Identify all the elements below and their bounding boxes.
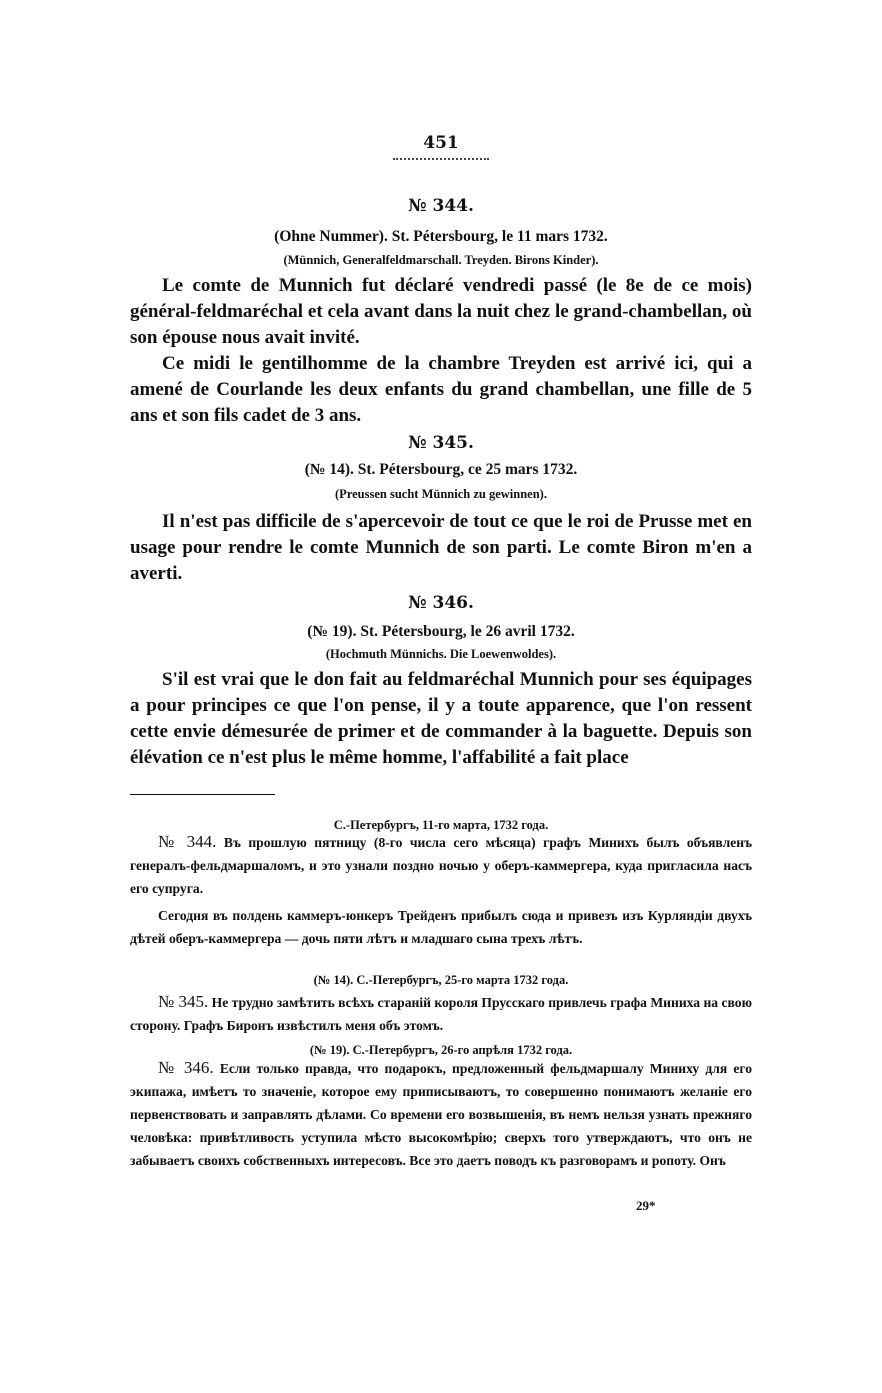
footnote-rule [130,794,275,795]
entry-346-paragraph-1: S'il est vrai que le don fait au feldmaréchal Munnich pour ses équipages a pour principes ce que l'on pense, il y a toute apparence, que l'on ressent cette envie démesurée de primer et de commander à la baguette. Depuis son élévation ce n'est plus le même homme, l'affabilité a fait place [130,669,752,768]
signature-mark: 29* [636,1198,656,1213]
entry-346-summary: (Hochmuth Münnichs. Die Loewenwoldes). [325,647,557,661]
footnote-345-number: № 345. [158,992,209,1011]
entry-344-number: № 344. [408,196,474,216]
footnote-344-text: Въ прошлую пятницу (8-го числа сего мѣсяца) графъ Минихъ былъ объявленъ генералъ-фельдмаршаломъ, и это узнали поздно ночью у оберъ-каммергера, куда пригласила насъ его супруга. [130,835,752,896]
entry-345-summary: (Preussen sucht Münnich zu gewinnen). [335,487,547,501]
footnote-344-paragraph-2: Сегодня въ полдень каммеръ-юнкеръ Трейденъ прибылъ сюда и привезъ изъ Курляндіи двухъ дѣтей оберъ-каммергера — дочь пяти лѣтъ и младшаго сына трехъ лѣтъ. [130,908,752,946]
footnote-344-heading: С.-Петербургъ, 11-го марта, 1732 года. [333,818,549,832]
footnote-346-heading: (№ 19). С.-Петербургъ, 26-го апрѣля 1732 года. [309,1043,573,1057]
footnote-344-number: № 344. [158,832,217,851]
entry-346-number: № 346. [408,593,474,613]
footnote-344-paragraph-1 [130,830,752,900]
footnote-345-text: Не трудно замѣтить всѣхъ стараній короля Прусскаго привлечь графа Миниха на свою сторону. Графъ Биронъ извѣстилъ меня объ этомъ. [130,995,752,1033]
entry-344-paragraph-2: Ce midi le gentilhomme de la chambre Treyden est arrivé ici, qui a amené de Courlande les deux enfants du grand chambellan, une fille de 5 ans et son fils cadet de 3 ans. [130,353,752,426]
footnote-346-paragraph [130,1056,752,1172]
footnote-346-text: Если только правда, что подарокъ, предложенный фельдмаршалу Миниху для его экипажа, имѣетъ то значеніе, которое ему приписываютъ, то совершенно понимаютъ желаніе его первенствовать и заправлять дѣлами. Со времени его возвышенія, въ немъ нельзя узнать прежняго человѣка: привѣтливость уступила мѣсто высокомѣрію; сверхъ того утверждаютъ, что онъ не забываетъ своихъ собственныхъ интересовъ. Все это даетъ поводъ къ разговорамъ и ропоту. Онъ [130,1061,752,1168]
page-number-rule [393,158,489,161]
page-number: 451 [423,133,459,153]
entry-344-paragraph-1: Le comte de Munnich fut déclaré vendredi passé (le 8e de ce mois) général-feldmaréchal et cela avant dans la nuit chez le grand-chambellan, où son épouse nous avait invité. [130,275,752,348]
footnote-346-number: № 346. [158,1058,214,1077]
entry-344-meta: (Ohne Nummer). St. Pétersbourg, le 11 mars 1732. [274,228,608,245]
footnote-345-paragraph [130,990,752,1037]
entry-346-meta: (№ 19). St. Pétersbourg, le 26 avril 1732. [307,623,575,640]
entry-344-summary: (Münnich, Generalfeldmarschall. Treyden. Birons Kinder). [283,253,599,267]
entry-345-number: № 345. [408,433,474,453]
entry-345-meta: (№ 14). St. Pétersbourg, ce 25 mars 1732. [304,461,578,478]
footnote-345-heading: (№ 14). С.-Петербургъ, 25-го марта 1732 года. [313,973,569,987]
entry-345-paragraph-1: Il n'est pas difficile de s'apercevoir de tout ce que le roi de Prusse met en usage pour rendre le comte Munnich de son parti. Le comte Biron m'en a averti. [130,511,752,584]
